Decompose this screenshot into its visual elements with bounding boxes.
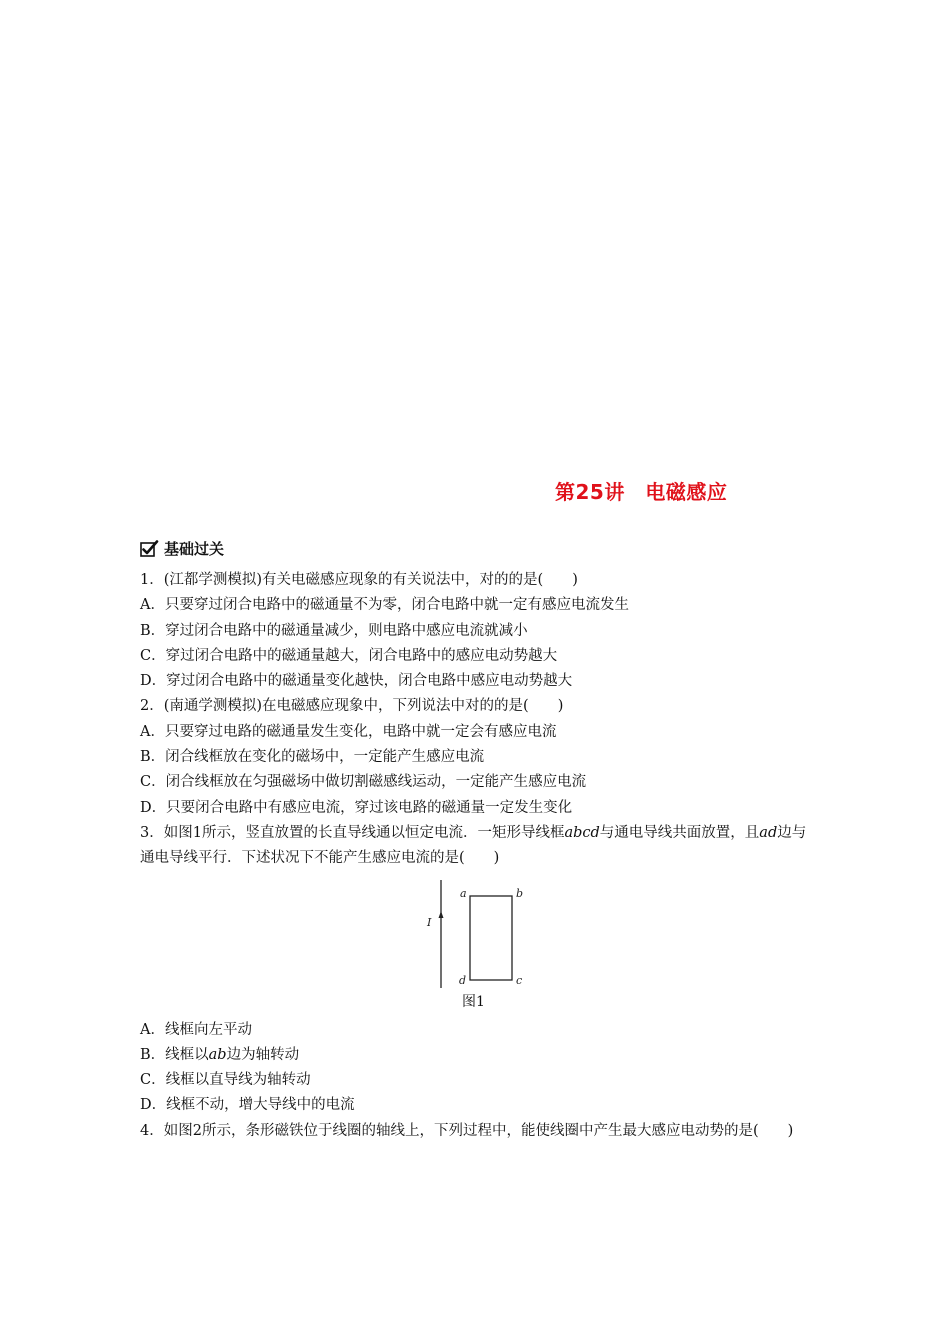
question-1-option-b: B．穿过闭合电路中的磁通量减少，则电路中感应电流就减小 — [140, 622, 528, 639]
rectangular-loop — [470, 896, 512, 980]
question-3-option-b: B．线框以ab边为轴转动 — [140, 1046, 300, 1063]
question-3-stem: 3．如图1所示，竖直放置的长直导线通以恒定电流．一矩形导线框abcd与通电导线共面放置，且ad边与通电导线平行．下述状况下不能产生感应电流的是( ) — [140, 824, 807, 867]
question-2-option-a: A．只要穿过电路的磁通量发生变化，电路中就一定会有感应电流 — [140, 723, 557, 740]
current-arrow-icon — [439, 911, 444, 918]
current-label: I — [427, 915, 432, 929]
corner-c-label: c — [516, 973, 523, 987]
corner-a-label: a — [460, 886, 467, 900]
question-2-stem: 2．(南通学测模拟)在电磁感应现象中，下列说法中对的的是( ) — [140, 698, 564, 715]
question-3-option-d: D．线框不动，增大导线中的电流 — [140, 1097, 355, 1114]
question-1-option-a: A．只要穿过闭合电路中的磁通量不为零，闭合电路中就一定有感应电流发生 — [140, 597, 629, 614]
question-1-option-c: C．穿过闭合电路中的磁通量越大，闭合电路中的感应电动势越大 — [140, 647, 558, 664]
question-1-stem: 1．(江都学测模拟)有关电磁感应现象的有关说法中，对的的是( ) — [140, 572, 578, 588]
question-4-stem: 4．如图2所示，条形磁铁位于线圈的轴线上，下列过程中，能使线圈中产生最大感应电动势的是( ) — [140, 1122, 794, 1139]
question-2-option-d: D．只要闭合电路中有感应电流，穿过该电路的磁通量一定发生变化 — [140, 799, 573, 816]
figure-1 — [140, 872, 820, 1018]
question-3-option-c: C．线框以直导线为轴转动 — [140, 1072, 311, 1089]
figure-1-caption: 图1 — [462, 993, 485, 1010]
question-3-option-a: A．线框向左平动 — [140, 1021, 252, 1038]
question-1-option-d: D．穿过闭合电路中的磁通量变化越快，闭合电路中感应电动势越大 — [140, 673, 573, 690]
question-2-option-c: C．闭合线框放在匀强磁场中做切割磁感线运动，一定能产生感应电流 — [140, 774, 587, 791]
question-2-option-b: B．闭合线框放在变化的磁场中，一定能产生感应电流 — [140, 749, 485, 766]
section-header — [140, 538, 224, 559]
checkbox-check-icon — [140, 540, 160, 558]
corner-d-label: d — [459, 973, 467, 987]
page-title: 第25讲 电磁感应 — [555, 480, 728, 504]
corner-b-label: b — [516, 886, 524, 900]
question-list — [140, 568, 820, 1144]
wire-and-loop-diagram — [422, 878, 532, 990]
section-title: 基础过关 — [164, 540, 225, 558]
